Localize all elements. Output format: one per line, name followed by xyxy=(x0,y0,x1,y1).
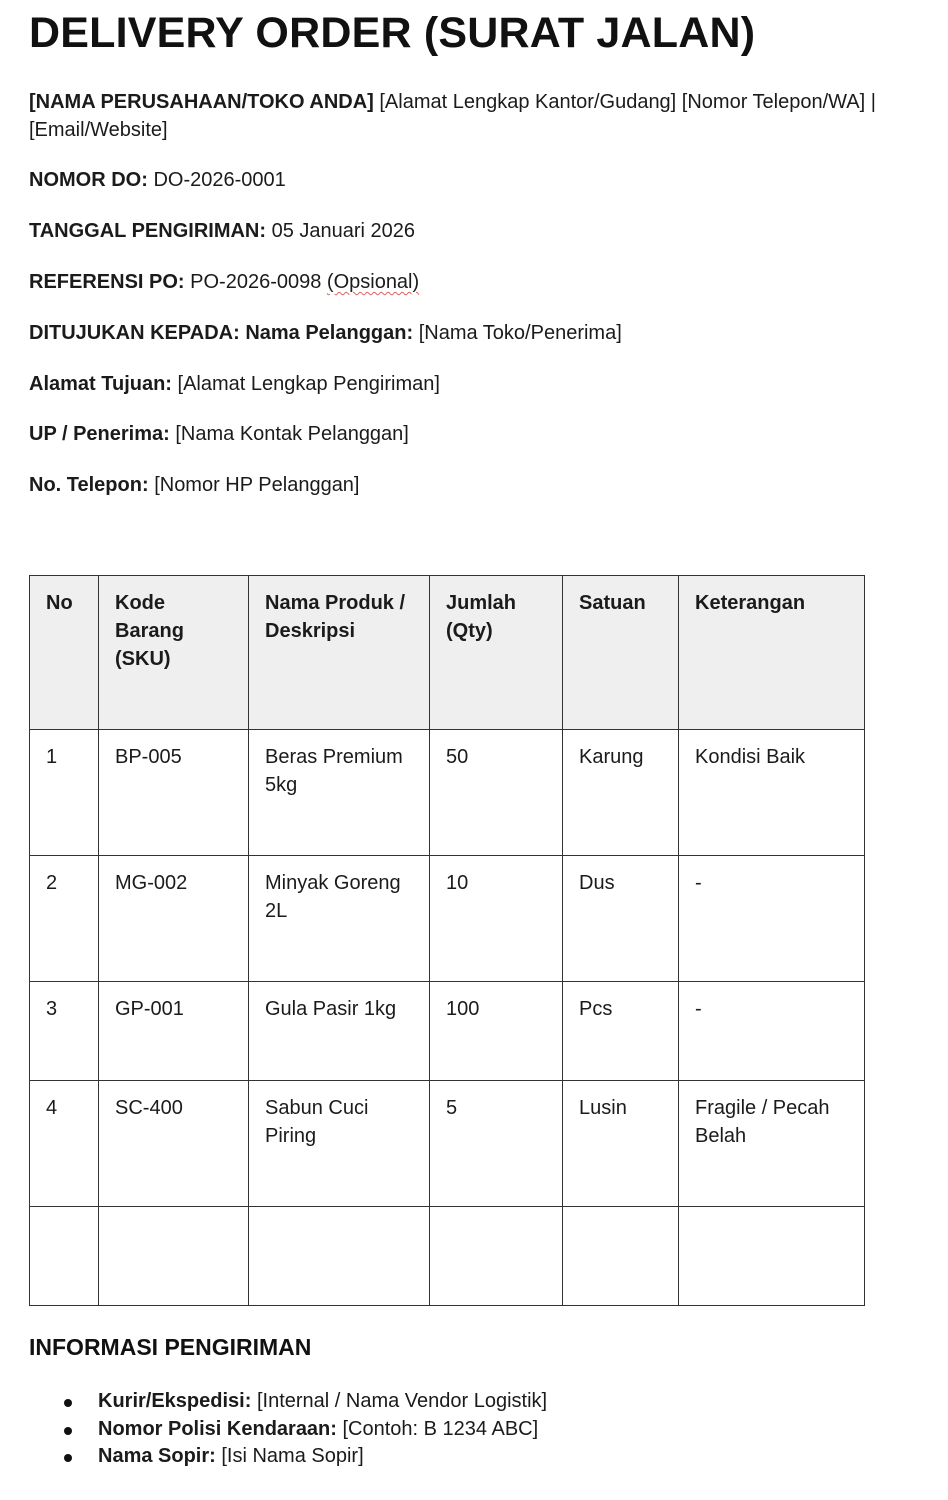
cell-produk: Sabun Cuci Piring xyxy=(249,1081,430,1207)
shipping-value: [Isi Nama Sopir] xyxy=(221,1445,364,1467)
field-note: (Opsional) xyxy=(326,271,420,293)
table-row xyxy=(30,730,865,856)
field-ditujukan-kepada xyxy=(29,320,622,346)
table-row xyxy=(30,856,865,982)
shipping-info-list xyxy=(29,1388,547,1471)
cell-keterangan: - xyxy=(679,982,865,1081)
list-item xyxy=(29,1388,547,1416)
cell-keterangan: - xyxy=(679,856,865,982)
cell-sku: MG-002 xyxy=(99,856,249,982)
shipping-label: Nama Sopir: xyxy=(98,1445,216,1467)
header-nama-produk: Nama Produk / Deskripsi xyxy=(249,576,430,730)
items-table xyxy=(29,575,865,1306)
field-tanggal-pengiriman xyxy=(29,218,415,244)
header-kode-barang: Kode Barang (SKU) xyxy=(99,576,249,730)
shipping-section-title: INFORMASI PENGIRIMAN xyxy=(29,1334,312,1360)
field-label: NOMOR DO: xyxy=(29,169,148,191)
cell-no: 1 xyxy=(30,730,99,856)
cell-qty: 100 xyxy=(430,982,563,1081)
company-header xyxy=(29,88,929,144)
field-label: Alamat Tujuan: xyxy=(29,373,172,395)
document-title: DELIVERY ORDER (SURAT JALAN) xyxy=(29,9,756,57)
field-label: No. Telepon: xyxy=(29,474,149,496)
cell-no xyxy=(30,1207,99,1306)
header-satuan: Satuan xyxy=(563,576,679,730)
field-label: TANGGAL PENGIRIMAN: xyxy=(29,220,267,242)
field-label: DITUJUKAN KEPADA: xyxy=(29,322,240,344)
cell-qty xyxy=(430,1207,563,1306)
field-penerima xyxy=(29,421,409,447)
shipping-label: Kurir/Ekspedisi: xyxy=(98,1390,252,1412)
company-details: [Alamat Lengkap Kantor/Gudang] [Nomor Telepon/WA] | [Email/Website] xyxy=(29,91,876,141)
field-nomor-do xyxy=(29,167,286,193)
company-name: [NAMA PERUSAHAAN/TOKO ANDA] xyxy=(29,91,374,113)
cell-sku: GP-001 xyxy=(99,982,249,1081)
list-item xyxy=(29,1443,547,1471)
cell-produk: Gula Pasir 1kg xyxy=(249,982,430,1081)
field-value: [Nama Toko/Penerima] xyxy=(418,322,622,344)
cell-produk xyxy=(249,1207,430,1306)
field-value: [Nomor HP Pelanggan] xyxy=(154,474,360,496)
table-row xyxy=(30,1081,865,1207)
cell-sku xyxy=(99,1207,249,1306)
cell-qty: 5 xyxy=(430,1081,563,1207)
cell-produk: Beras Premium 5kg xyxy=(249,730,430,856)
table-row-empty xyxy=(30,1207,865,1306)
cell-sku: SC-400 xyxy=(99,1081,249,1207)
cell-qty: 50 xyxy=(430,730,563,856)
field-label: REFERENSI PO: xyxy=(29,271,185,293)
field-label: UP / Penerima: xyxy=(29,423,170,445)
cell-keterangan: Fragile / Pecah Belah xyxy=(679,1081,865,1207)
cell-no: 4 xyxy=(30,1081,99,1207)
field-value: PO-2026-0098 xyxy=(190,271,322,293)
field-value: DO-2026-0001 xyxy=(153,169,286,191)
table-header-row xyxy=(30,576,865,730)
header-keterangan: Keterangan xyxy=(679,576,865,730)
header-jumlah: Jumlah (Qty) xyxy=(430,576,563,730)
cell-satuan: Dus xyxy=(563,856,679,982)
bullet-icon xyxy=(64,1454,72,1462)
cell-keterangan xyxy=(679,1207,865,1306)
list-item xyxy=(29,1416,547,1444)
bullet-icon xyxy=(64,1399,72,1407)
cell-satuan: Lusin xyxy=(563,1081,679,1207)
cell-sku: BP-005 xyxy=(99,730,249,856)
cell-satuan xyxy=(563,1207,679,1306)
table-row xyxy=(30,982,865,1081)
cell-keterangan: Kondisi Baik xyxy=(679,730,865,856)
shipping-label: Nomor Polisi Kendaraan: xyxy=(98,1417,337,1440)
cell-no: 2 xyxy=(30,856,99,982)
cell-satuan: Karung xyxy=(563,730,679,856)
cell-qty: 10 xyxy=(430,856,563,982)
shipping-value: [Internal / Nama Vendor Logistik] xyxy=(256,1390,548,1412)
cell-no: 3 xyxy=(30,982,99,1081)
cell-satuan: Pcs xyxy=(563,982,679,1081)
header-no: No xyxy=(30,576,99,730)
cell-produk: Minyak Goreng 2L xyxy=(249,856,430,982)
field-sublabel: Nama Pelanggan: xyxy=(245,322,414,344)
bullet-icon xyxy=(64,1427,72,1435)
field-no-telepon xyxy=(29,472,360,498)
field-value: [Nama Kontak Pelanggan] xyxy=(175,423,409,445)
field-alamat-tujuan xyxy=(29,371,440,397)
field-referensi-po xyxy=(29,269,419,295)
shipping-value: [Contoh: B 1234 ABC] xyxy=(342,1417,539,1440)
field-value: 05 Januari 2026 xyxy=(271,220,416,242)
field-value: [Alamat Lengkap Pengiriman] xyxy=(177,373,440,395)
